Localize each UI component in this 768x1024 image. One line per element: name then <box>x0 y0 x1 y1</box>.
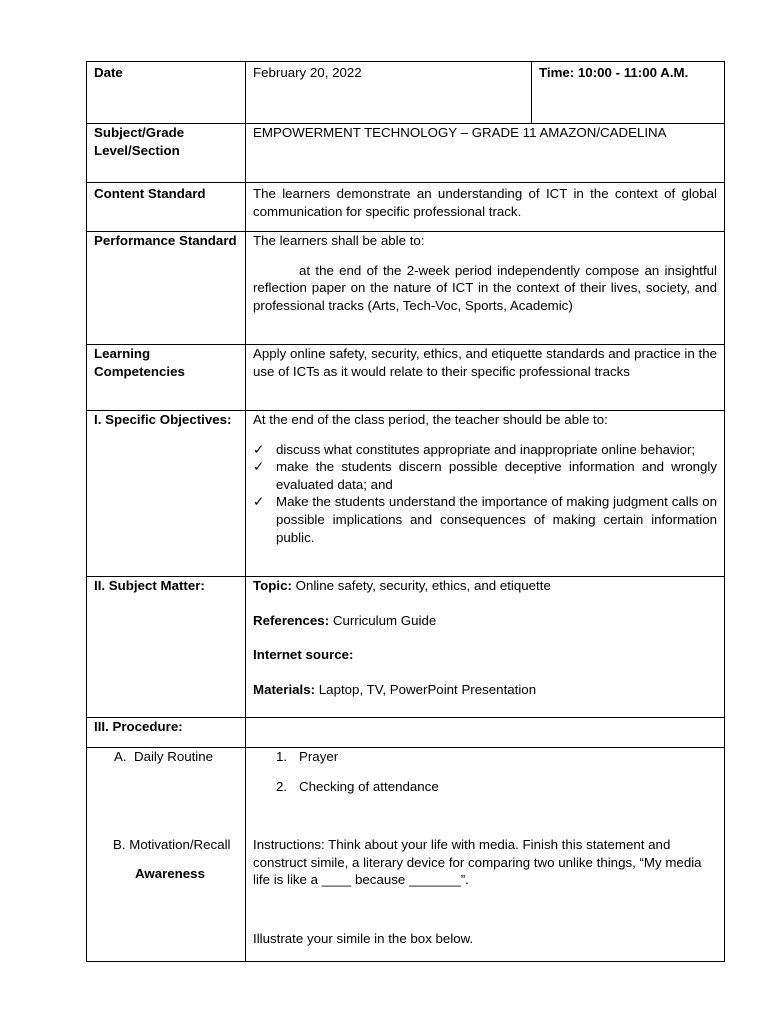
content-standard-value: The learners demonstrate an understanding of ICT in the context of global communication for specific professional track. <box>246 183 725 232</box>
activities-content-cell <box>246 748 725 962</box>
objectives-label: I. Specific Objectives: <box>87 411 246 577</box>
check-icon: ✓ <box>253 459 265 475</box>
routine-item: 1. Prayer <box>276 749 339 764</box>
check-icon: ✓ <box>253 494 265 510</box>
subject-matter-row <box>87 577 725 718</box>
daily-routine-label: A. Daily Routine <box>114 749 214 764</box>
check-icon: ✓ <box>253 441 265 457</box>
subject-matter-cell <box>246 577 725 718</box>
procedure-empty-cell <box>246 718 725 748</box>
performance-standard-cell <box>246 232 725 345</box>
references-line: References: Curriculum Guide <box>253 612 437 628</box>
performance-standard-intro: The learners shall be able to: <box>253 233 425 248</box>
materials-line: Materials: Laptop, TV, PowerPoint Presentation <box>253 681 537 697</box>
objectives-cell <box>246 411 725 577</box>
daily-routine-list <box>253 748 717 795</box>
internet-source-line: Internet source: <box>253 647 354 663</box>
subject-matter-label: II. Subject Matter: <box>87 577 246 718</box>
subject-label: Subject/Grade Level/Section <box>87 124 246 183</box>
date-row <box>87 62 725 124</box>
motivation-label: B. Motivation/Recall <box>113 837 231 852</box>
learning-competencies-row <box>87 345 725 411</box>
content-standard-row <box>87 183 725 232</box>
performance-standard-label: Performance Standard <box>87 232 246 345</box>
subject-value: EMPOWERMENT TECHNOLOGY – GRADE 11 AMAZON/CADELINA <box>246 124 725 183</box>
activities-labels-cell <box>87 748 246 962</box>
topic-line: Topic: Online safety, security, ethics, and etiquette <box>253 578 551 593</box>
date-value: February 20, 2022 <box>246 62 532 124</box>
objectives-list <box>253 441 717 547</box>
subject-row <box>87 124 725 183</box>
procedure-row <box>87 718 725 748</box>
time-value: Time: 10:00 - 11:00 A.M. <box>532 62 725 124</box>
objective-item: ✓ discuss what constitutes appropriate and inappropriate online behavior; <box>253 441 696 457</box>
objective-item: ✓ make the students discern possible deceptive information and wrongly evaluated data; and <box>253 459 717 492</box>
illustrate-instruction: Illustrate your simile in the box below. <box>253 931 474 946</box>
objectives-row <box>87 411 725 577</box>
motivation-instructions: Instructions: Think about your life with media. Finish this statement and construct simile, a literary device for comparing two unlike things, “My media life is like a ____ because _______”. <box>253 837 702 888</box>
procedure-label: III. Procedure: <box>87 718 246 748</box>
date-label: Date <box>87 62 246 124</box>
content-standard-label: Content Standard <box>87 183 246 232</box>
learning-competencies-label: Learning Competencies <box>87 345 246 411</box>
objective-item: ✓ Make the students understand the importance of making judgment calls on possible implications and consequences of making certain information public. <box>253 494 717 545</box>
performance-standard-body: at the end of the 2-week period independently compose an insightful reflection paper on the nature of ICT in the context of their lives, society, and professional tracks (Arts, Tech-Voc, Sports, Academic) <box>253 262 717 313</box>
performance-standard-row <box>87 232 725 345</box>
activities-row <box>87 748 725 962</box>
lesson-plan-table <box>86 61 725 962</box>
awareness-label: Awareness <box>135 866 205 881</box>
objectives-intro: At the end of the class period, the teacher should be able to: <box>253 412 608 427</box>
routine-item: 2. Checking of attendance <box>276 778 439 794</box>
learning-competencies-value: Apply online safety, security, ethics, and etiquette standards and practice in the use of ICTs as it would relate to their specific professional tracks <box>246 345 725 411</box>
